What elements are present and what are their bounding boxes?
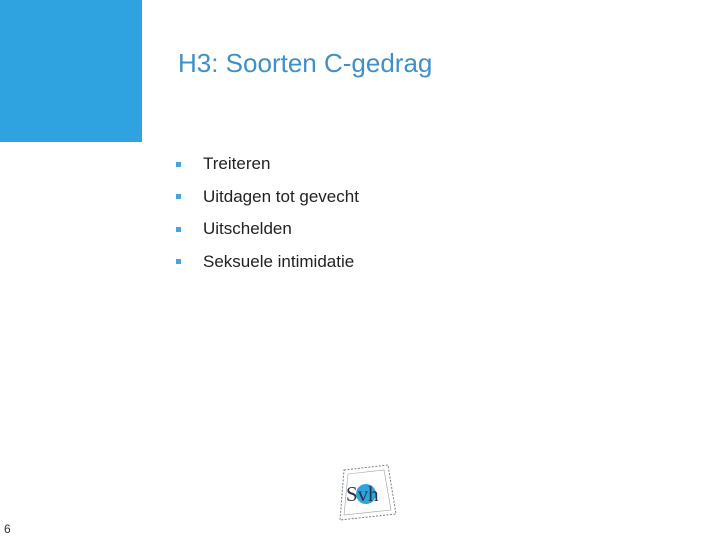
accent-block xyxy=(0,0,142,142)
bullet-text: Uitdagen tot gevecht xyxy=(203,186,359,206)
square-bullet-icon xyxy=(176,194,181,199)
list-item xyxy=(176,218,359,240)
square-bullet-icon xyxy=(176,227,181,232)
bullet-text: Seksuele intimidatie xyxy=(203,251,355,271)
logo-text: Svh xyxy=(346,482,379,506)
page-number: 6 xyxy=(4,522,11,536)
list-item xyxy=(176,153,359,175)
svh-logo-icon xyxy=(330,462,400,524)
bullet-text: Treiteren xyxy=(203,154,271,173)
bullet-text: Uitschelden xyxy=(203,219,292,238)
slide-title: H3: Soorten C-gedrag xyxy=(178,48,433,78)
list-item xyxy=(176,186,359,208)
square-bullet-icon xyxy=(176,259,181,264)
list-item xyxy=(176,251,359,273)
bullet-list xyxy=(176,153,359,283)
square-bullet-icon xyxy=(176,162,181,167)
